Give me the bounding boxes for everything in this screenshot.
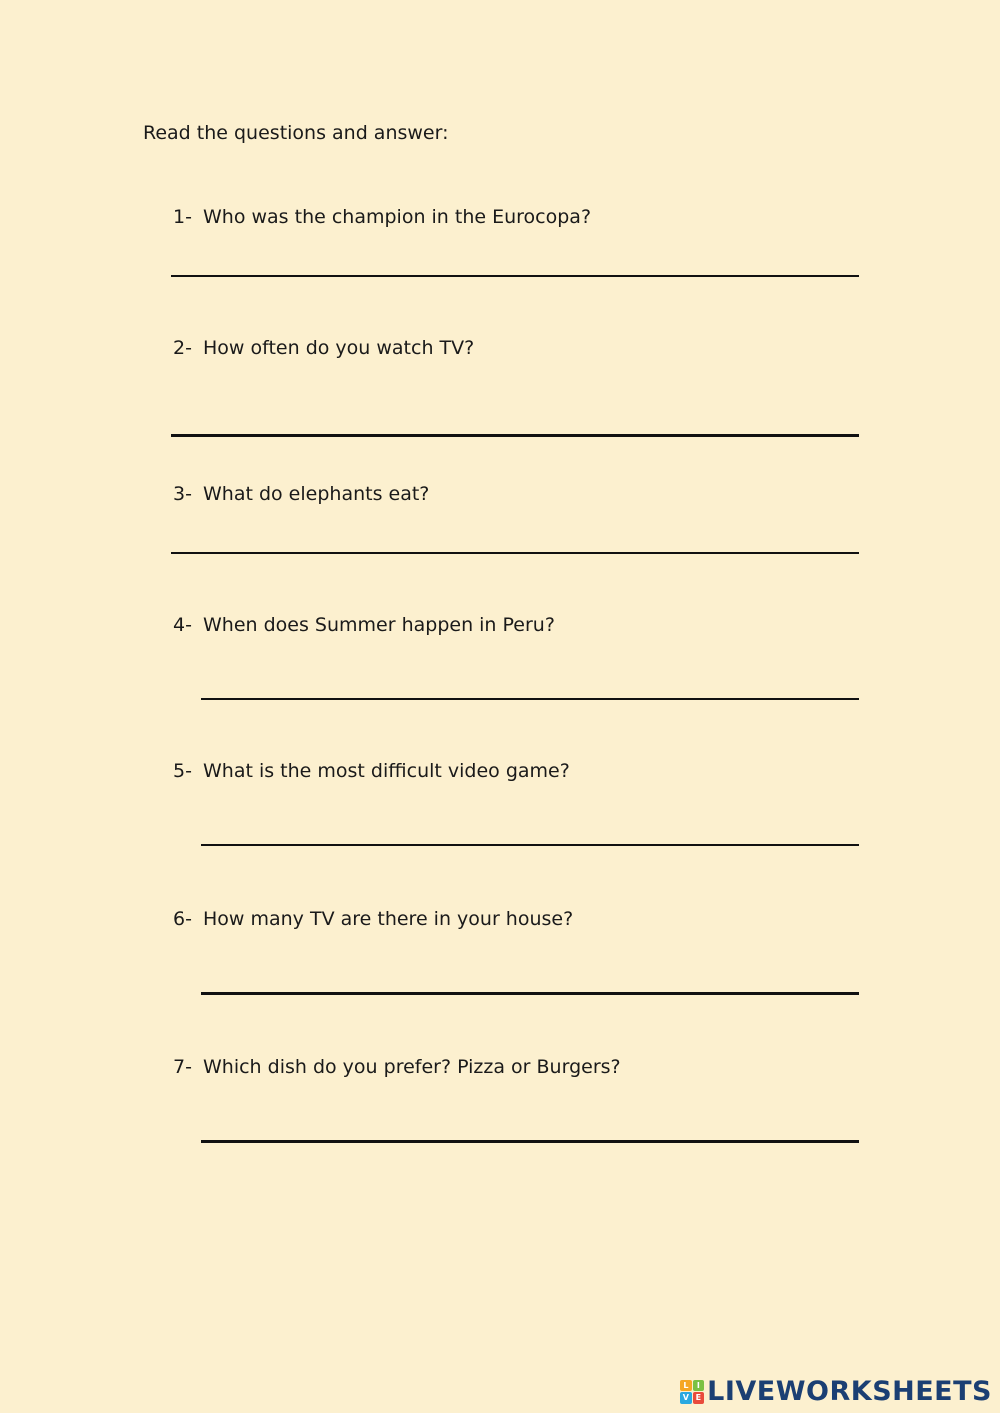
question-number: 6- (173, 908, 192, 930)
answer-input-7[interactable] (201, 1140, 859, 1143)
question-3 (173, 481, 429, 507)
logo-tile: I (693, 1380, 705, 1392)
question-text: How many TV are there in your house? (203, 908, 574, 930)
question-text: Who was the champion in the Eurocopa? (203, 206, 592, 228)
question-number: 5- (173, 760, 192, 782)
question-number: 3- (173, 483, 192, 505)
question-number: 1- (173, 206, 192, 228)
logo-tile: E (693, 1392, 705, 1404)
question-number: 4- (173, 614, 192, 636)
question-number: 7- (173, 1056, 192, 1078)
answer-input-4[interactable] (201, 698, 859, 700)
answer-input-5[interactable] (201, 844, 859, 846)
question-number: 2- (173, 337, 192, 359)
question-6 (173, 906, 573, 932)
question-1 (173, 204, 591, 230)
answer-input-2[interactable] (171, 434, 859, 437)
question-text: What is the most difficult video game? (203, 760, 570, 782)
liveworksheets-logo-text: LIVEWORKSHEETS (707, 1376, 992, 1407)
question-7 (173, 1054, 621, 1080)
question-text: Which dish do you prefer? Pizza or Burgers? (203, 1056, 621, 1078)
question-text: What do elephants eat? (203, 483, 430, 505)
logo-tile: L (680, 1380, 692, 1392)
question-5 (173, 758, 570, 784)
logo-tile: V (680, 1392, 692, 1404)
question-text: When does Summer happen in Peru? (203, 614, 555, 636)
answer-input-3[interactable] (171, 552, 859, 554)
question-text: How often do you watch TV? (203, 337, 475, 359)
answer-input-1[interactable] (171, 275, 859, 277)
question-2 (173, 335, 474, 361)
question-4 (173, 612, 555, 638)
liveworksheets-logo (680, 1376, 992, 1407)
answer-input-6[interactable] (201, 992, 859, 995)
liveworksheets-logo-icon (680, 1380, 704, 1404)
instruction-heading: Read the questions and answer: (143, 122, 449, 144)
